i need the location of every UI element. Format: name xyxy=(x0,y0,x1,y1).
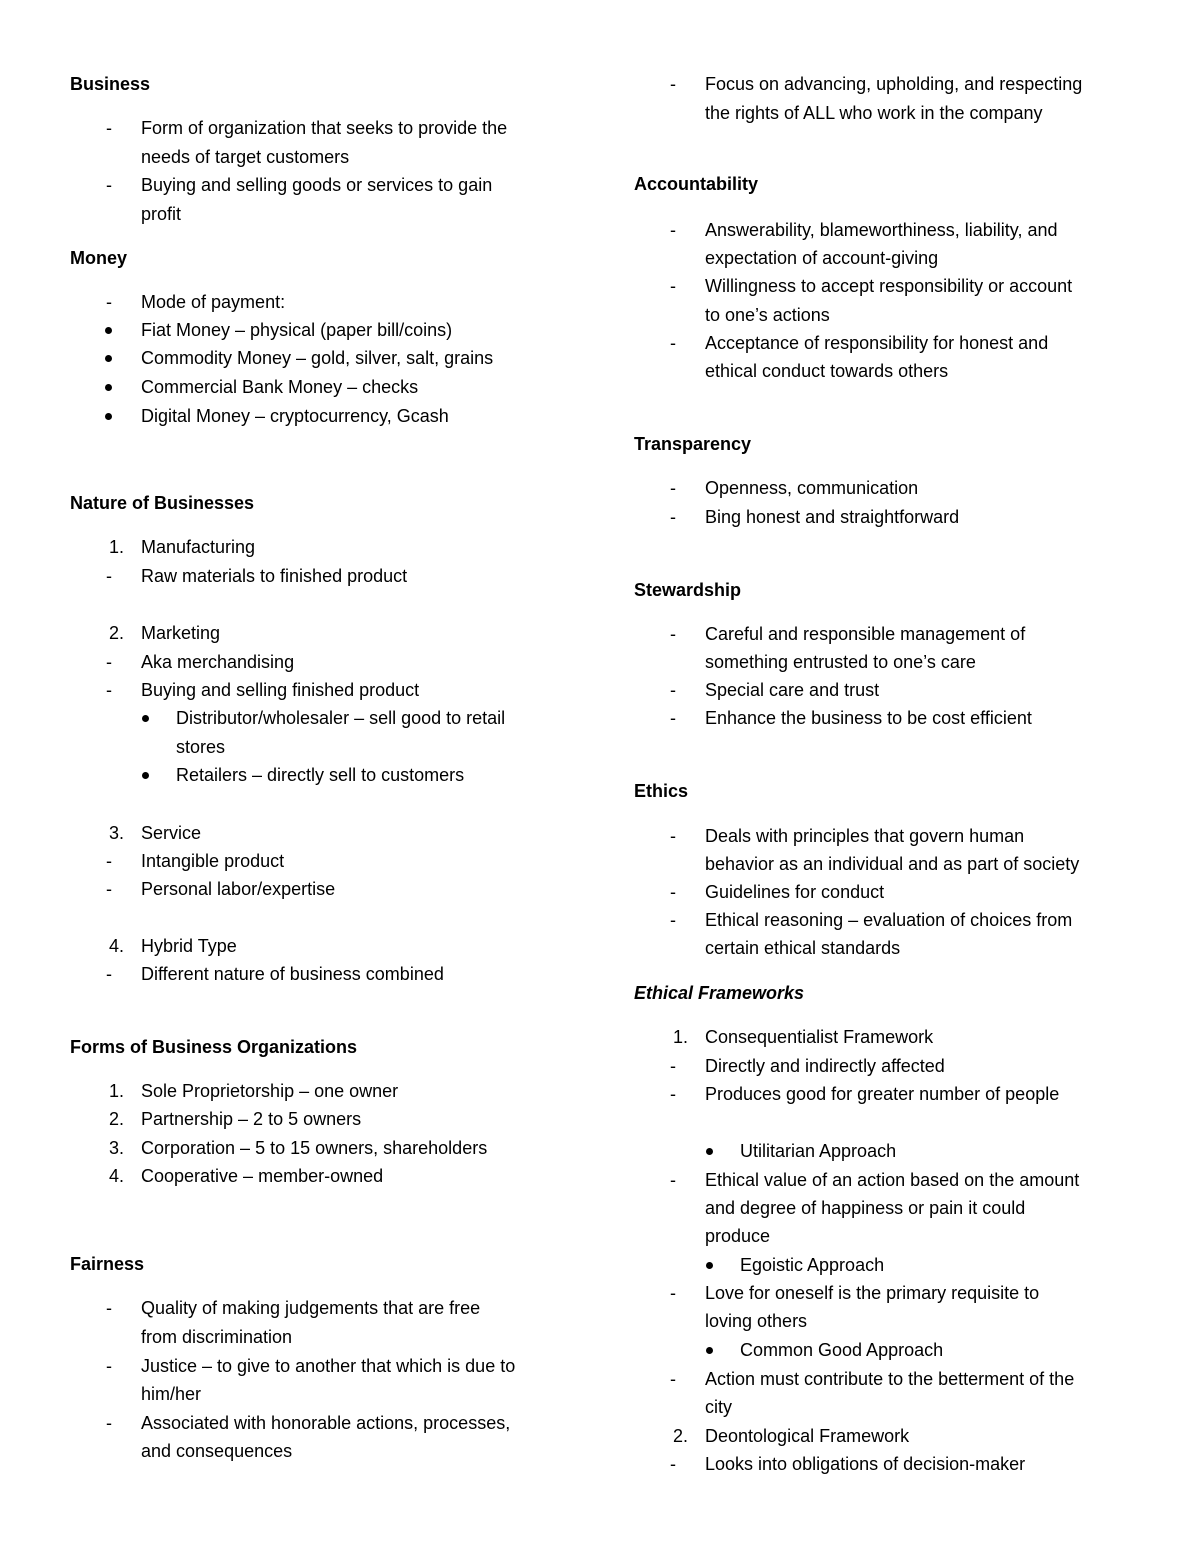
list-item-text: Action must contribute to the betterment of the xyxy=(705,1369,1075,1389)
dash-marker: - xyxy=(106,1298,112,1318)
list-number: 3. xyxy=(108,1138,124,1158)
list-number: 1. xyxy=(672,1027,688,1047)
list-item-text: Retailers – directly sell to customers xyxy=(176,765,465,785)
list-item-text: certain ethical standards xyxy=(705,938,901,958)
dash-marker: - xyxy=(670,1056,676,1076)
dash-marker: - xyxy=(670,910,676,930)
list-item-text: from discrimination xyxy=(141,1327,293,1347)
list-item-text: Associated with honorable actions, processes, xyxy=(141,1413,511,1433)
list-item-text: and degree of happiness or pain it could xyxy=(705,1198,1026,1218)
list-item-text: Ethical value of an action based on the amount xyxy=(705,1170,1080,1190)
list-item-text: Partnership – 2 to 5 owners xyxy=(141,1109,362,1129)
list-item-text: Deals with principles that govern human xyxy=(705,826,1025,846)
dash-marker: - xyxy=(670,478,676,498)
dash-marker: - xyxy=(670,882,676,902)
bullet-icon xyxy=(105,355,112,362)
list-item-text: Careful and responsible management of xyxy=(705,624,1026,644)
dash-marker: - xyxy=(106,652,112,672)
list-item-text: Justice – to give to another that which is due to xyxy=(141,1356,516,1376)
dash-marker: - xyxy=(670,1084,676,1104)
list-item-text: to one’s actions xyxy=(705,305,830,325)
list-item-text: city xyxy=(705,1397,732,1417)
list-item-text: needs of target customers xyxy=(141,147,350,167)
section-heading-text: Transparency xyxy=(634,434,752,454)
dash-marker: - xyxy=(106,964,112,984)
list-item-text: Bing honest and straightforward xyxy=(705,507,960,527)
list-item-text: Raw materials to finished product xyxy=(141,566,408,586)
list-item-text: Consequentialist Framework xyxy=(705,1027,934,1047)
dash-marker: - xyxy=(106,851,112,871)
list-item-text: the rights of ALL who work in the company xyxy=(705,103,1043,123)
dash-marker: - xyxy=(670,826,676,846)
dash-marker: - xyxy=(106,879,112,899)
list-item-text: Fiat Money – physical (paper bill/coins) xyxy=(141,320,453,340)
list-item-text: Enhance the business to be cost efficient xyxy=(705,708,1032,728)
list-item-text: Love for oneself is the primary requisite to xyxy=(705,1283,1040,1303)
list-number: 1. xyxy=(108,1081,124,1101)
list-item-text: loving others xyxy=(705,1311,808,1331)
list-item-text: Directly and indirectly affected xyxy=(705,1056,945,1076)
dash-marker: - xyxy=(670,74,676,94)
dash-marker: - xyxy=(106,118,112,138)
section-heading-text: Ethics xyxy=(634,781,689,801)
list-item-text: Cooperative – member-owned xyxy=(141,1166,384,1186)
list-item-text: Buying and selling finished product xyxy=(141,680,420,700)
list-number: 4. xyxy=(108,1166,124,1186)
list-item-text: Different nature of business combined xyxy=(141,964,444,984)
list-number: 2. xyxy=(108,623,124,643)
list-item-text: Mode of payment: xyxy=(141,292,286,312)
list-number: 2. xyxy=(108,1109,124,1129)
list-item-text: Form of organization that seeks to provide the xyxy=(141,118,508,138)
list-item-text: Commercial Bank Money – checks xyxy=(141,377,419,397)
list-number: 1. xyxy=(108,537,124,557)
list-item-text: Deontological Framework xyxy=(705,1426,910,1446)
dash-marker: - xyxy=(106,680,112,700)
bullet-icon xyxy=(706,1347,713,1354)
dash-marker: - xyxy=(670,333,676,353)
list-item-text: Distributor/wholesaler – sell good to retail xyxy=(176,708,506,728)
dash-marker: - xyxy=(670,680,676,700)
list-item-text: and consequences xyxy=(141,1441,293,1461)
list-item-text: him/her xyxy=(141,1384,202,1404)
list-item-text: Utilitarian Approach xyxy=(740,1141,897,1161)
list-item-text: Digital Money – cryptocurrency, Gcash xyxy=(141,406,449,426)
list-item-text: Aka merchandising xyxy=(141,652,295,672)
dash-marker: - xyxy=(106,566,112,586)
list-item-text: Service xyxy=(141,823,202,843)
dash-marker: - xyxy=(670,220,676,240)
list-item-text: Looks into obligations of decision-maker xyxy=(705,1454,1026,1474)
list-item-text: Special care and trust xyxy=(705,680,880,700)
list-item-text: produce xyxy=(705,1226,771,1246)
dash-marker: - xyxy=(670,1170,676,1190)
list-item-text: Focus on advancing, upholding, and respecting xyxy=(705,74,1083,94)
list-item-text: Egoistic Approach xyxy=(740,1255,885,1275)
list-item-text: Willingness to accept responsibility or account xyxy=(705,276,1073,296)
dash-marker: - xyxy=(670,276,676,296)
dash-marker: - xyxy=(670,624,676,644)
section-heading-text: Accountability xyxy=(634,174,759,194)
dash-marker: - xyxy=(106,1413,112,1433)
list-item-text: Quality of making judgements that are free xyxy=(141,1298,481,1318)
dash-marker: - xyxy=(670,708,676,728)
dash-marker: - xyxy=(670,507,676,527)
dash-marker: - xyxy=(106,175,112,195)
list-number: 4. xyxy=(108,936,124,956)
bullet-icon xyxy=(706,1148,713,1155)
bullet-icon xyxy=(142,715,149,722)
section-heading-text: Forms of Business Organizations xyxy=(70,1037,358,1057)
list-number: 3. xyxy=(108,823,124,843)
list-item-text: Manufacturing xyxy=(141,537,256,557)
list-item-text: Intangible product xyxy=(141,851,285,871)
list-item-text: Openness, communication xyxy=(705,478,919,498)
list-item-text: expectation of account-giving xyxy=(705,248,939,268)
bullet-icon xyxy=(105,327,112,334)
list-item-text: Marketing xyxy=(141,623,221,643)
list-item-text: Guidelines for conduct xyxy=(705,882,885,902)
list-number: 2. xyxy=(672,1426,688,1446)
dash-marker: - xyxy=(670,1454,676,1474)
list-item-text: stores xyxy=(176,737,226,757)
list-item-text: profit xyxy=(141,204,182,224)
dash-marker: - xyxy=(670,1283,676,1303)
list-item-text: Corporation – 5 to 15 owners, shareholders xyxy=(141,1138,488,1158)
list-item-text: Ethical reasoning – evaluation of choices from xyxy=(705,910,1073,930)
bullet-icon xyxy=(706,1262,713,1269)
section-heading-text: Ethical Frameworks xyxy=(634,983,805,1003)
list-item-text: Personal labor/expertise xyxy=(141,879,336,899)
list-item-text: Hybrid Type xyxy=(141,936,237,956)
list-item-text: Acceptance of responsibility for honest and xyxy=(705,333,1049,353)
section-heading-text: Nature of Businesses xyxy=(70,493,255,513)
bullet-icon xyxy=(105,413,112,420)
section-heading-text: Fairness xyxy=(70,1254,145,1274)
bullet-icon xyxy=(142,772,149,779)
list-item-text: something entrusted to one’s care xyxy=(705,652,976,672)
dash-marker: - xyxy=(106,1356,112,1376)
list-item-text: Common Good Approach xyxy=(740,1340,944,1360)
list-item-text: behavior as an individual and as part of society xyxy=(705,854,1080,874)
bullet-icon xyxy=(105,384,112,391)
list-item-text: Produces good for greater number of people xyxy=(705,1084,1060,1104)
dash-marker: - xyxy=(670,1369,676,1389)
section-heading-text: Money xyxy=(70,248,128,268)
section-heading-text: Business xyxy=(70,74,151,94)
dash-marker: - xyxy=(106,292,112,312)
list-item-text: ethical conduct towards others xyxy=(705,361,949,381)
list-item-text: Commodity Money – gold, silver, salt, grains xyxy=(141,348,494,368)
list-item-text: Sole Proprietorship – one owner xyxy=(141,1081,399,1101)
list-item-text: Buying and selling goods or services to gain xyxy=(141,175,493,195)
list-item-text: Answerability, blameworthiness, liability, and xyxy=(705,220,1058,240)
section-heading-text: Stewardship xyxy=(634,580,742,600)
